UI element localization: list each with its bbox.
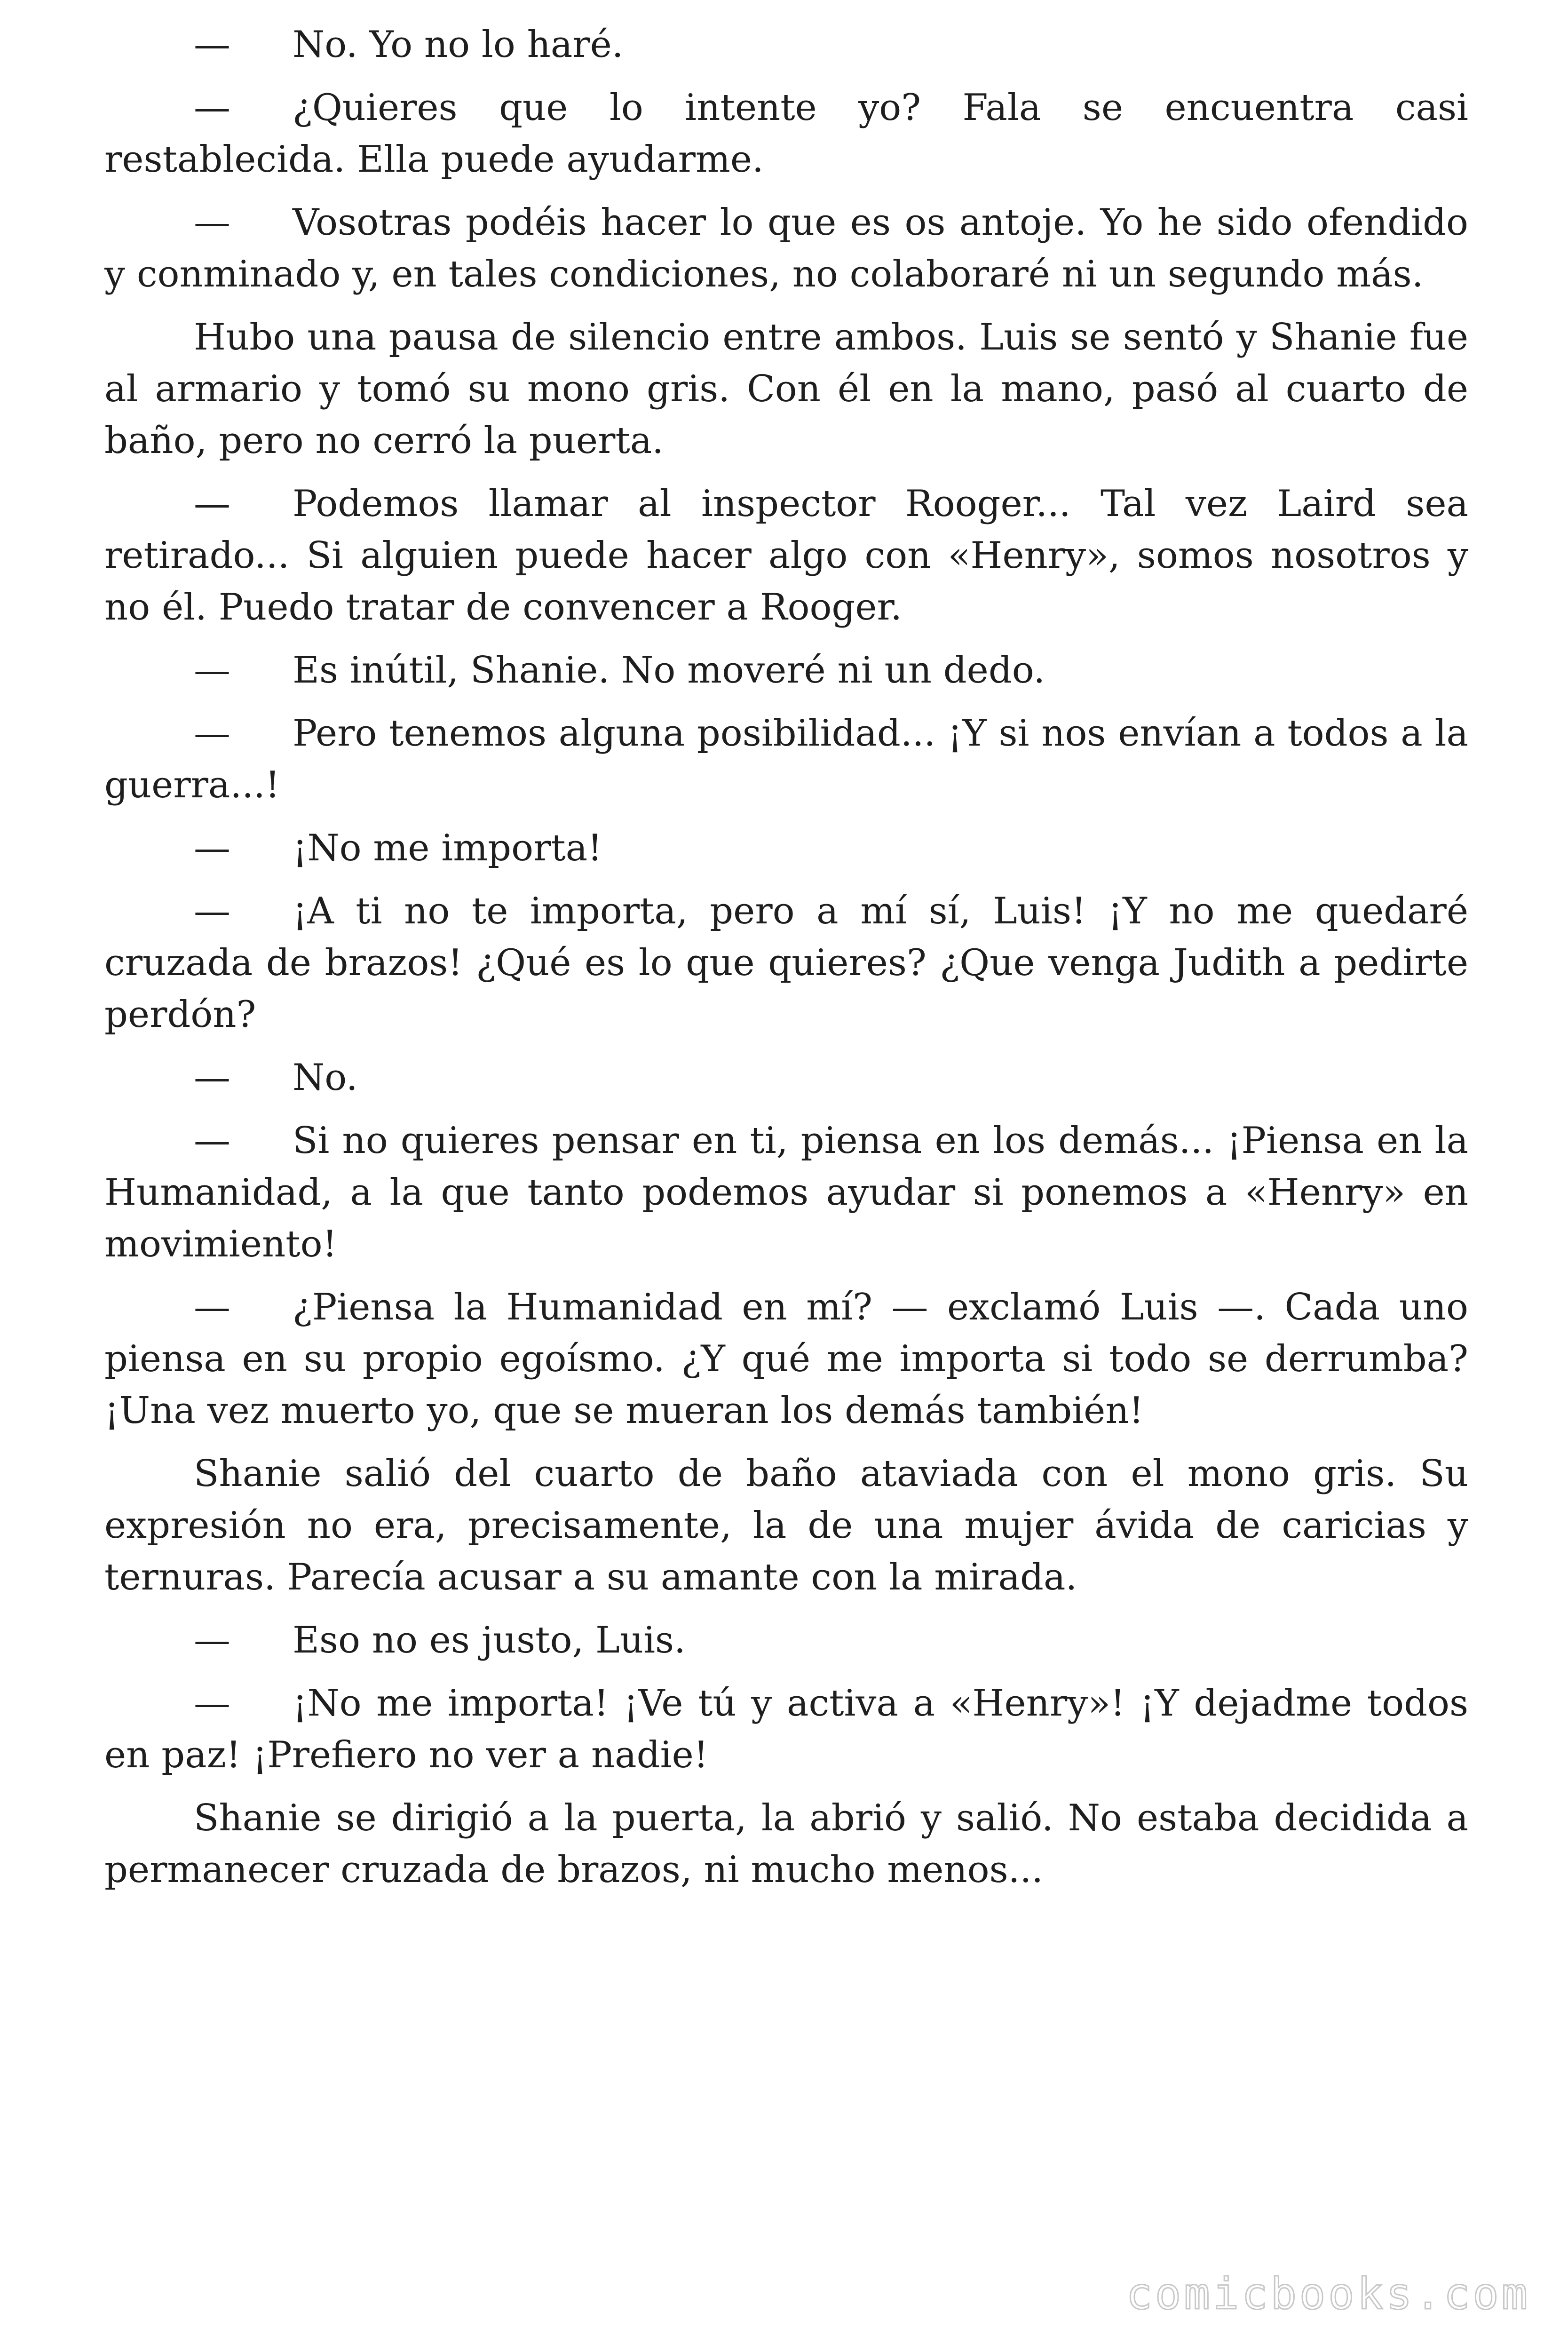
dialogue-text: ¡A ti no te importa, pero a mí sí, Luis! ¡Y no me quedaré cruzada de brazos! ¿Qué es lo que quieres? ¿Que venga Judith a pedirte perdón? — [104, 890, 1468, 1036]
dialogue-text: Vosotras podéis hacer lo que es os antoje. Yo he sido ofendido y conminado y, en tales condiciones, no colaboraré ni un segundo más. — [104, 201, 1468, 295]
dialogue-text: Si no quieres pensar en ti, piensa en los demás... ¡Piensa en la Humanidad, a la que tanto podemos ayudar si ponemos a «Henry» en movimiento! — [104, 1120, 1468, 1265]
dialogue-line — [104, 1677, 1468, 1781]
dialogue-dash: — — [194, 201, 230, 244]
dialogue-line — [104, 197, 1468, 300]
dialogue-line — [104, 478, 1468, 633]
dialogue-dash: — — [194, 827, 230, 869]
dialogue-line — [104, 885, 1468, 1041]
dialogue-line — [104, 1052, 1468, 1104]
dialogue-text: No. Yo no lo haré. — [293, 24, 624, 66]
dialogue-text: ¡No me importa! — [293, 827, 602, 869]
dialogue-dash: — — [194, 1286, 230, 1328]
dialogue-line — [104, 1115, 1468, 1270]
dialogue-line — [104, 707, 1468, 811]
dialogue-text: ¡No me importa! ¡Ve tú y activa a «Henry»! ¡Y dejadme todos en paz! ¡Prefiero no ver a nadie! — [104, 1682, 1468, 1776]
narration-paragraph: Shanie se dirigió a la puerta, la abrió y salió. No estaba decidida a permanecer cruzada de brazos, ni mucho menos... — [104, 1797, 1468, 1891]
dialogue-line — [104, 82, 1468, 185]
dialogue-dash: — — [194, 87, 230, 129]
page-text — [104, 19, 1468, 1907]
dialogue-dash: — — [194, 1682, 230, 1724]
watermark-text: comicbooks.com — [1126, 2269, 1530, 2319]
dialogue-line — [104, 822, 1468, 874]
dialogue-line — [104, 1281, 1468, 1437]
dialogue-text: Es inútil, Shanie. No moveré ni un dedo. — [293, 649, 1045, 691]
dialogue-text: Eso no es justo, Luis. — [293, 1619, 686, 1661]
dialogue-dash: — — [194, 1120, 230, 1162]
narration-paragraph: Hubo una pausa de silencio entre ambos. Luis se sentó y Shanie fue al armario y tomó su mono gris. Con él en la mano, pasó al cuarto de baño, pero no cerró la puerta. — [104, 316, 1468, 462]
dialogue-dash: — — [194, 24, 230, 66]
dialogue-dash: — — [194, 1619, 230, 1661]
dialogue-text: Pero tenemos alguna posibilidad... ¡Y si nos envían a todos a la guerra...! — [104, 712, 1468, 806]
dialogue-dash: — — [194, 890, 230, 932]
dialogue-line — [104, 1614, 1468, 1666]
dialogue-text: Podemos llamar al inspector Rooger... Tal vez Laird sea retirado... Si alguien puede hacer algo con «Henry», somos nosotros y no él. Puedo tratar de convencer a Rooger. — [104, 483, 1468, 628]
dialogue-text: ¿Quieres que lo intente yo? Fala se encuentra casi restablecida. Ella puede ayudarme. — [104, 87, 1468, 181]
dialogue-line — [104, 19, 1468, 71]
dialogue-text: ¿Piensa la Humanidad en mí? — exclamó Luis —. Cada uno piensa en su propio egoísmo. ¿Y qué me importa si todo se derrumba? ¡Una vez muerto yo, que se mueran los demás también! — [104, 1286, 1468, 1432]
dialogue-text: No. — [293, 1057, 358, 1099]
dialogue-dash: — — [194, 483, 230, 525]
narration-paragraph: Shanie salió del cuarto de baño ataviada con el mono gris. Su expresión no era, precisamente, la de una mujer ávida de caricias y ternuras. Parecía acusar a su amante con la mirada. — [104, 1453, 1468, 1598]
dialogue-line — [104, 644, 1468, 696]
dialogue-dash: — — [194, 712, 230, 755]
dialogue-dash: — — [194, 649, 230, 691]
dialogue-dash: — — [194, 1057, 230, 1099]
